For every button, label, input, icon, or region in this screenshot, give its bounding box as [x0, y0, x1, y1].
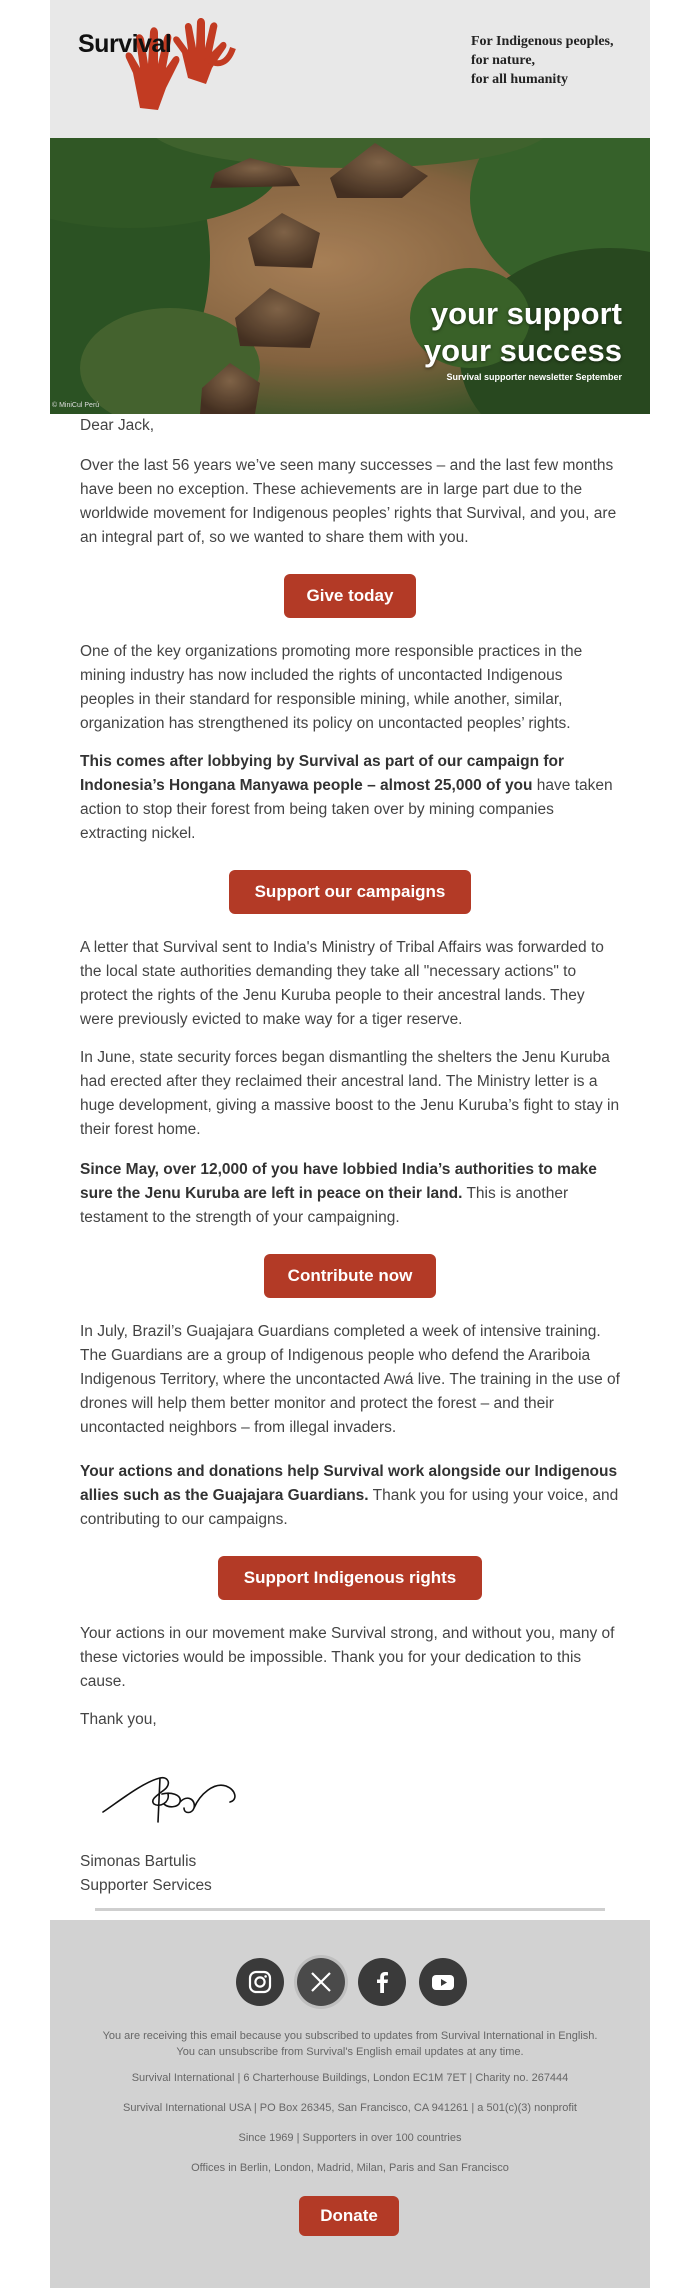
hero-subtitle: Survival supporter newsletter September — [446, 372, 622, 382]
signer-role: Supporter Services — [80, 1877, 212, 1894]
paragraph-actions-bold: Your actions and donations help Survival work alongside our Indigenous allies such as the Guajajara Guardians. — [80, 1463, 618, 1504]
paragraph-hongana-manyawa — [80, 750, 620, 846]
paragraph-intro: Over the last 56 years we’ve seen many successes – and the last few months have been no exception. These achievements are in large part due to the worldwide movement for Indigenous peoples’ rights that Survival, and you, are an integral part of, so we wanted to share them with you. — [80, 457, 617, 546]
hero-image[interactable] — [50, 138, 650, 414]
usa-address: Survival International USA | PO Box 26345, San Francisco, CA 941261 | a 501(c)(3) nonprofit — [123, 2102, 577, 2114]
tagline-line-2: for nature, — [471, 53, 536, 68]
support-campaigns-button[interactable]: Support our campaigns — [229, 870, 471, 914]
paragraph-hongana-manyawa-bold: This comes after lobbying by Survival as part of our campaign for Indonesia’s Hongana Manyawa people – almost 25,000 of you — [80, 753, 565, 794]
paragraph-actions — [80, 1460, 620, 1532]
paragraph-mining: One of the key organizations promoting more responsible practices in the mining industry has now included the rights of uncontacted Indigenous peoples in their standard for responsible mining, while another, similar, organization has strengthened its policy on uncontacted peoples’ rights. — [80, 643, 583, 732]
subscription-notice-line-2: You can unsubscribe from Survival's English email updates at any time. — [176, 2046, 524, 2058]
uk-address: Survival International | 6 Charterhouse Buildings, London EC1M 7ET | Charity no. 267444 — [131, 2072, 569, 2084]
youtube-icon[interactable] — [419, 1958, 467, 2006]
paragraph-lobbying — [80, 1158, 620, 1230]
supporters-info: Since 1969 | Supporters in over 100 countries — [238, 2132, 462, 2144]
paragraph-actions-rest: Thank you for using your voice, and contributing to our campaigns. — [80, 1487, 619, 1528]
greeting: Dear Jack, — [80, 417, 155, 434]
subscription-notice-line-1: You are receiving this email because you subscribed to updates from Survival International in English. — [102, 2030, 598, 2042]
subscription-notice — [50, 2028, 650, 2060]
contribute-now-button[interactable]: Contribute now — [264, 1254, 436, 1298]
paragraph-closing: Your actions in our movement make Survival strong, and without you, many of these victories would be impossible. Thank you for your dedication to this cause. — [80, 1625, 615, 1690]
photo-credit: © MiniCul Perú — [52, 402, 100, 409]
signer-name: Simonas Bartulis — [80, 1853, 197, 1870]
paragraph-india-letter: A letter that Survival sent to India's Ministry of Tribal Affairs was forwarded to the local state authorities demanding they take all "necessary actions" to protect the rights of the Jenu Kuruba people to their ancestral lands. They were previously evicted to make way for a tiger reserve. — [80, 939, 604, 1028]
email-container — [50, 0, 650, 2225]
give-today-button[interactable]: Give today — [284, 574, 416, 618]
support-indigenous-rights-button[interactable]: Support Indigenous rights — [218, 1556, 482, 1600]
hero-title-line-1: your support — [430, 296, 622, 331]
thanks-text: Thank you, — [80, 1711, 157, 1728]
facebook-icon[interactable] — [358, 1958, 406, 2006]
footer — [50, 1920, 650, 2288]
offices-info: Offices in Berlin, London, Madrid, Milan, Paris and San Francisco — [191, 2162, 509, 2174]
tagline-line-1: For Indigenous peoples, — [471, 34, 614, 49]
signature-image — [98, 1764, 248, 1828]
paragraph-guardians: In July, Brazil’s Guajajara Guardians completed a week of intensive training. The Guardians are a group of Indigenous people who defend the Arariboia Indigenous Territory, where the uncontacted Awá live. The training in the use of drones will help them better monitor and protect the forest – and their uncontacted neighbors – from illegal invaders. — [80, 1323, 620, 1436]
x-icon[interactable] — [297, 1958, 345, 2006]
paragraph-jenu-kuruba: In June, state security forces began dismantling the shelters the Jenu Kuruba had erected after they reclaimed their ancestral land. The Ministry letter is a huge development, giving a massive boost to the Jenu Kuruba’s fight to stay in their forest home. — [80, 1049, 620, 1138]
paragraph-lobbying-rest: This is another testament to the strength of your campaigning. — [80, 1185, 569, 1226]
header — [50, 0, 650, 138]
social-links — [236, 1958, 467, 2006]
signature-icon — [98, 1764, 248, 1828]
hero-title-line-2: your success — [423, 333, 622, 368]
logo-text: Survival — [78, 30, 172, 58]
footer-divider — [95, 1908, 605, 1911]
donate-button[interactable]: Donate — [299, 2196, 399, 2236]
paragraph-hongana-manyawa-rest: have taken action to stop their forest from being taken over by mining companies extracting nickel. — [80, 777, 613, 842]
paragraph-lobbying-bold: Since May, over 12,000 of you have lobbied India’s authorities to make sure the Jenu Kuruba are left in peace on their land. — [80, 1161, 597, 1202]
tagline-line-3: for all humanity — [471, 72, 568, 87]
survival-logo[interactable] — [78, 18, 248, 118]
instagram-icon[interactable] — [236, 1958, 284, 2006]
hero-title — [424, 295, 622, 369]
tagline — [471, 32, 614, 89]
